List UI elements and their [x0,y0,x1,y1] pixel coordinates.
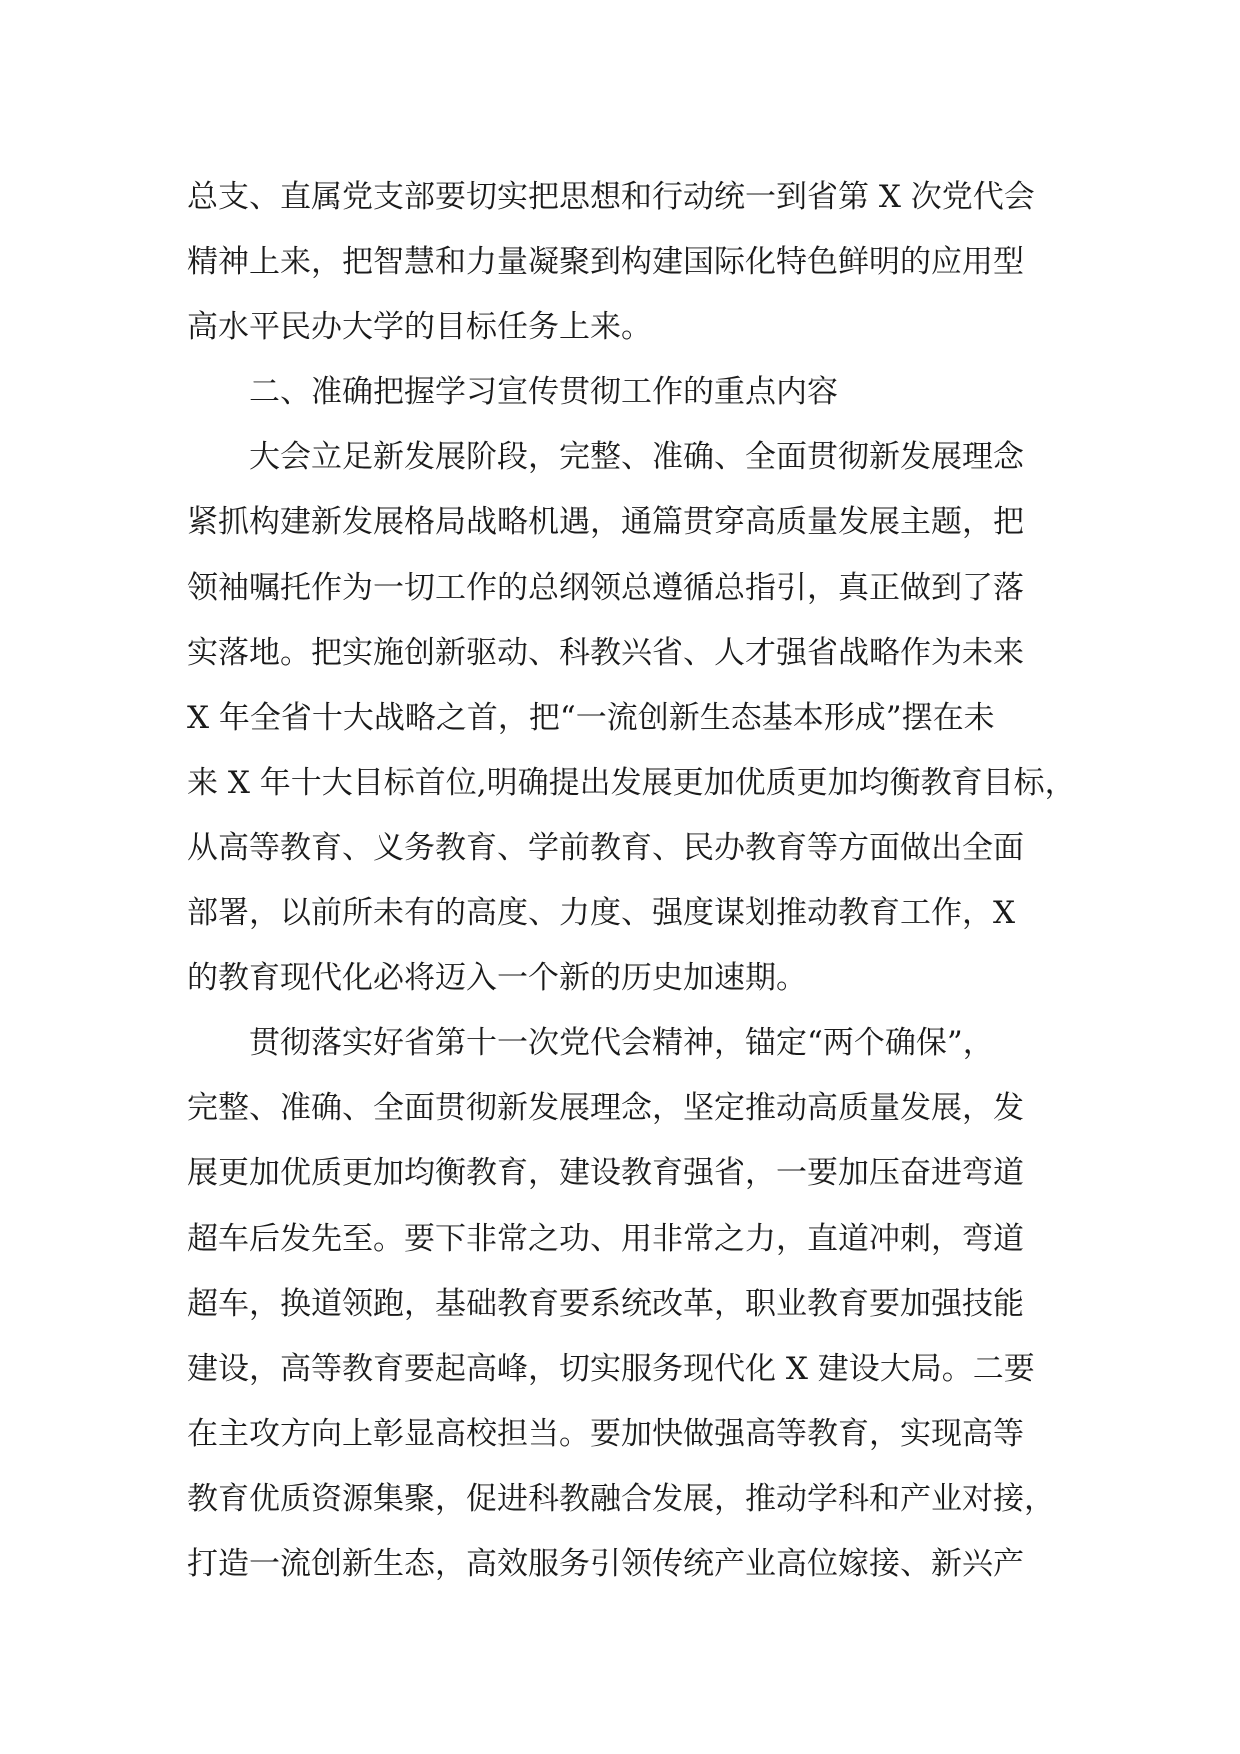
text-line: 贯彻落实好省第十一次党代会精神，锚定“两个确保”， [249,1025,994,1062]
text-line: 高水平民办大学的目标任务上来。 [187,309,652,346]
text-line: 实落地。把实施创新驱动、科教兴省、人才强省战略作为未来 [187,634,1024,671]
text-line: 完整、准确、全面贯彻新发展理念，坚定推动高质量发展，发 [187,1090,1024,1127]
text-line: 从高等教育、义务教育、学前教育、民办教育等方面做出全面 [187,829,1024,866]
text-line: 教育优质资源集聚，促进科教融合发展，推动学科和产业对接， [187,1480,1055,1517]
text-line: 展更加优质更加均衡教育，建设教育强省，一要加压奋进弯道 [187,1155,1024,1192]
text-line: 来 X 年十大目标首位,明确提出发展更加优质更加均衡教育目标， [187,764,1076,801]
text-line: 总支、直属党支部要切实把思想和行动统一到省第 X 次党代会 [187,179,1035,215]
text-line: 建设，高等教育要起高峰，切实服务现代化 X 建设大局。二要 [187,1350,1035,1387]
text-line: 的教育现代化必将迈入一个新的历史加速期。 [187,960,807,997]
text-line: 打造一流创新生态，高效服务引领传统产业高位嫁接、新兴产 [187,1545,1024,1582]
text-line: 紧抓构建新发展格局战略机遇，通篇贯穿高质量发展主题，把 [187,504,1024,541]
text-line: X 年全省十大战略之首，把“一流创新生态基本形成”摆在未 [187,699,995,736]
text-line: 领袖嘱托作为一切工作的总纲领总遵循总指引，真正做到了落 [187,569,1024,606]
text-line: 大会立足新发展阶段，完整、准确、全面贯彻新发展理念 [249,439,1024,476]
document-body [187,165,1083,1597]
section-heading: 二、准确把握学习宣传贯彻工作的重点内容 [249,374,838,411]
text-line: 部署，以前所未有的高度、力度、强度谋划推动教育工作，X [187,895,1016,932]
text-line: 精神上来，把智慧和力量凝聚到构建国际化特色鲜明的应用型 [187,244,1024,281]
text-line: 超车后发先至。要下非常之功、用非常之力，直道冲刺，弯道 [187,1220,1024,1257]
text-line: 超车，换道领跑，基础教育要系统改革，职业教育要加强技能 [187,1285,1024,1322]
text-line: 在主攻方向上彰显高校担当。要加快做强高等教育，实现高等 [187,1415,1024,1452]
